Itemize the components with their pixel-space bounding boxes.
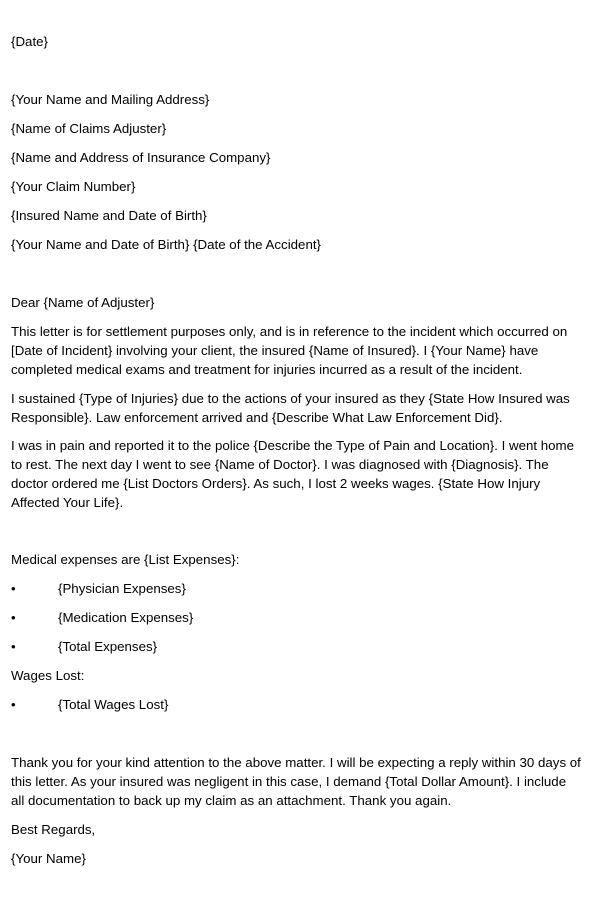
signature: {Your Name} bbox=[11, 851, 86, 866]
adjuster-line: {Name of Claims Adjuster} bbox=[11, 121, 167, 136]
claim-number-line: {Your Claim Number} bbox=[11, 179, 136, 194]
claimant-accident-line: {Your Name and Date of Birth} {Date of the Accident} bbox=[11, 237, 321, 252]
wages-lost-heading: Wages Lost: bbox=[11, 668, 85, 683]
paragraph-injuries: I sustained {Type of Injuries} due to the actions of your insured as they {State How Insured was Responsible}. Law enforcement arrived and {Describe What Law Enforcement Did}. bbox=[11, 391, 570, 425]
list-item-label: {Total Wages Lost} bbox=[58, 697, 169, 712]
paragraph-pain: I was in pain and reported it to the police {Describe the Type of Pain and Location}. I went home to rest. The next day I went to see {Name of Doctor}. I was diagnosed with {Diagnosis}. The doctor ordered me {List Doctors Orders}. As such, I lost 2 weeks wages. {State How Injury Affected Your Life}. bbox=[11, 438, 575, 510]
list-item-label: {Medication Expenses} bbox=[58, 610, 194, 625]
date-line: {Date} bbox=[11, 34, 48, 49]
insurer-line: {Name and Address of Insurance Company} bbox=[11, 150, 271, 165]
list-item-label: {Total Expenses} bbox=[58, 639, 158, 654]
list-item-label: {Physician Expenses} bbox=[58, 581, 186, 596]
insured-line: {Insured Name and Date of Birth} bbox=[11, 208, 207, 223]
bullet-icon: • bbox=[11, 639, 16, 654]
bullet-icon: • bbox=[11, 697, 16, 712]
salutation: Dear {Name of Adjuster} bbox=[11, 295, 155, 310]
bullet-icon: • bbox=[11, 610, 16, 625]
bullet-icon: • bbox=[11, 581, 16, 596]
signoff: Best Regards, bbox=[11, 822, 96, 837]
closing-paragraph: Thank you for your kind attention to the above matter. I will be expecting a reply within 30 days of this letter. As your insured was negligent in this case, I demand {Total Dollar Amount}. I include all documentation to back up my claim as an attachment. Thank you again. bbox=[11, 755, 581, 808]
medical-expenses-heading: Medical expenses are {List Expenses}: bbox=[11, 552, 240, 567]
sender-line: {Your Name and Mailing Address} bbox=[11, 92, 210, 107]
paragraph-reference: This letter is for settlement purposes only, and is in reference to the incident which occurred on [Date of Incident} involving your client, the insured {Name of Insured}. I {Your Name} have completed medical exams and treatment for injuries incurred as a result of the incident. bbox=[11, 324, 568, 377]
